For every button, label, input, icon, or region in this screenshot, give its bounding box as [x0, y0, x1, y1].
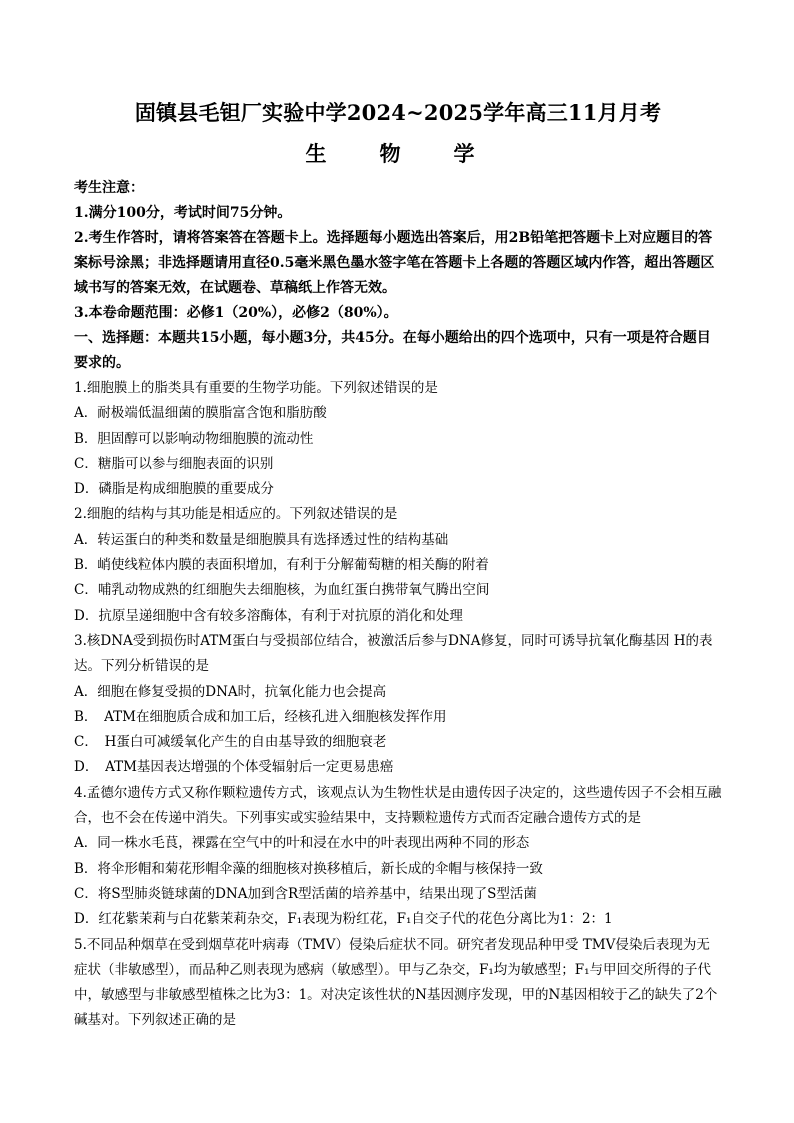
- note-item: 3.本卷命题范围：必修1（20%），必修2（80%）。: [74, 305, 398, 321]
- option-d: D．抗原呈递细胞中含有较多溶酶体，有利于对抗原的消化和处理: [74, 607, 463, 624]
- option-c: C．将S型肺炎链球菌的DNA加到含R型活菌的培养基中，结果出现了S型活菌: [74, 885, 537, 902]
- exam-page: [74, 100, 722, 1034]
- option-c: C．哺乳动物成熟的红细胞失去细胞核，为血红蛋白携带氧气腾出空间: [74, 582, 490, 599]
- question-3: [74, 629, 722, 781]
- option-c: C．糖脂可以参与细胞表面的识别: [74, 455, 274, 472]
- option-b: B．峭使线粒体内膜的表面积增加，有利于分解葡萄糖的相关酶的附着: [74, 557, 489, 574]
- option-d: D．红花紫茉莉与白花紫茉莉杂交，F₁表现为粉红花，F₁自交子代的花色分离比为1：2：1: [74, 911, 613, 928]
- question-5: [74, 933, 722, 1034]
- option-a: A．转运蛋白的种类和数量是细胞膜具有选择透过性的结构基础: [74, 531, 449, 548]
- option-b: B． ATM在细胞质合成和加工后，经核孔进入细胞核发挥作用: [74, 708, 447, 725]
- section-heading: 一、选择题：本题共15小题，每小题3分，共45分。在每小题给出的四个选项中，只有一项是符合题目要求的。: [74, 330, 711, 371]
- question-stem: 5.不同品种烟草在受到烟草花叶病毒（TMV）侵染后症状不同。研究者发现品种甲受 TMV侵染后表现为无症状（非敏感型），而品种乙则表现为感病（敏感型）。甲与乙杂交，F₁均为敏感型；F₁与甲回交所得的子代中，敏感型与非敏感型植株之比为3：1。对决定该性状的N基因测序发现，甲的N基因相较于乙的缺失了2个碱基对。下列叙述正确的是: [74, 936, 718, 1029]
- option-d: D．磷脂是构成细胞膜的重要成分: [74, 481, 274, 498]
- question-stem: 1.细胞膜上的脂类具有重要的生物学功能。下列叙述错误的是: [74, 380, 438, 396]
- option-b: B．胆固醇可以影响动物细胞膜的流动性: [74, 430, 314, 447]
- note-item: 2.考生作答时，请将答案答在答题卡上。选择题每小题选出答案后，用2B铅笔把答题卡上对应题目的答案标号涂黑；非选择题请用直径0.5毫米黑色墨水签字笔在答题卡上各题的答题区域内作答，超出答题区域书写的答案无效，在试题卷、草稿纸上作答无效。: [74, 230, 715, 296]
- question-2: [74, 502, 722, 628]
- option-a: A．耐极端低温细菌的膜脂富含饱和脂肪酸: [74, 405, 327, 422]
- option-c: C． H蛋白可减缓氧化产生的自由基导致的细胞衰老: [74, 734, 387, 751]
- question-stem: 4.孟德尔遗传方式又称作颗粒遗传方式，该观点认为生物性状是由遗传因子决定的，这些遗传因子不会相互融合，也不会在传递中消失。下列事实或实验结果中，支持颗粒遗传方式而否定融合遗传方式的是: [74, 784, 722, 827]
- question-stem: 2.细胞的结构与其功能是相适应的。下列叙述错误的是: [74, 506, 398, 523]
- subject-title: 生 物 学: [305, 141, 491, 166]
- option-b: B．将伞形帽和菊花形帽伞藻的细胞核对换移植后，新长成的伞帽与核保持一致: [74, 860, 543, 877]
- candidate-notes: [74, 176, 722, 326]
- exam-title: 固镇县毛钽厂实验中学2024~2025学年高三11月月考: [134, 100, 662, 125]
- question-stem: 3.核DNA受到损伤时ATM蛋白与受损部位结合，被激活后参与DNA修复，同时可诱导抗氧化酶基因 H的表达。下列分析错误的是: [74, 632, 713, 675]
- option-a: A．细胞在修复受损的DNA时，抗氧化能力也会提高: [74, 683, 387, 700]
- notes-heading: 考生注意：: [74, 180, 144, 196]
- option-d: D． ATM基因表达增强的个体受辐射后一定更易患癌: [74, 759, 394, 776]
- option-a: A．同一株水毛茛，裸露在空气中的叶和浸在水中的叶表现出两种不同的形态: [74, 835, 530, 852]
- note-item: 1.满分100分，考试时间75分钟。: [74, 205, 292, 221]
- question-1: [74, 376, 722, 502]
- question-4: [74, 781, 722, 933]
